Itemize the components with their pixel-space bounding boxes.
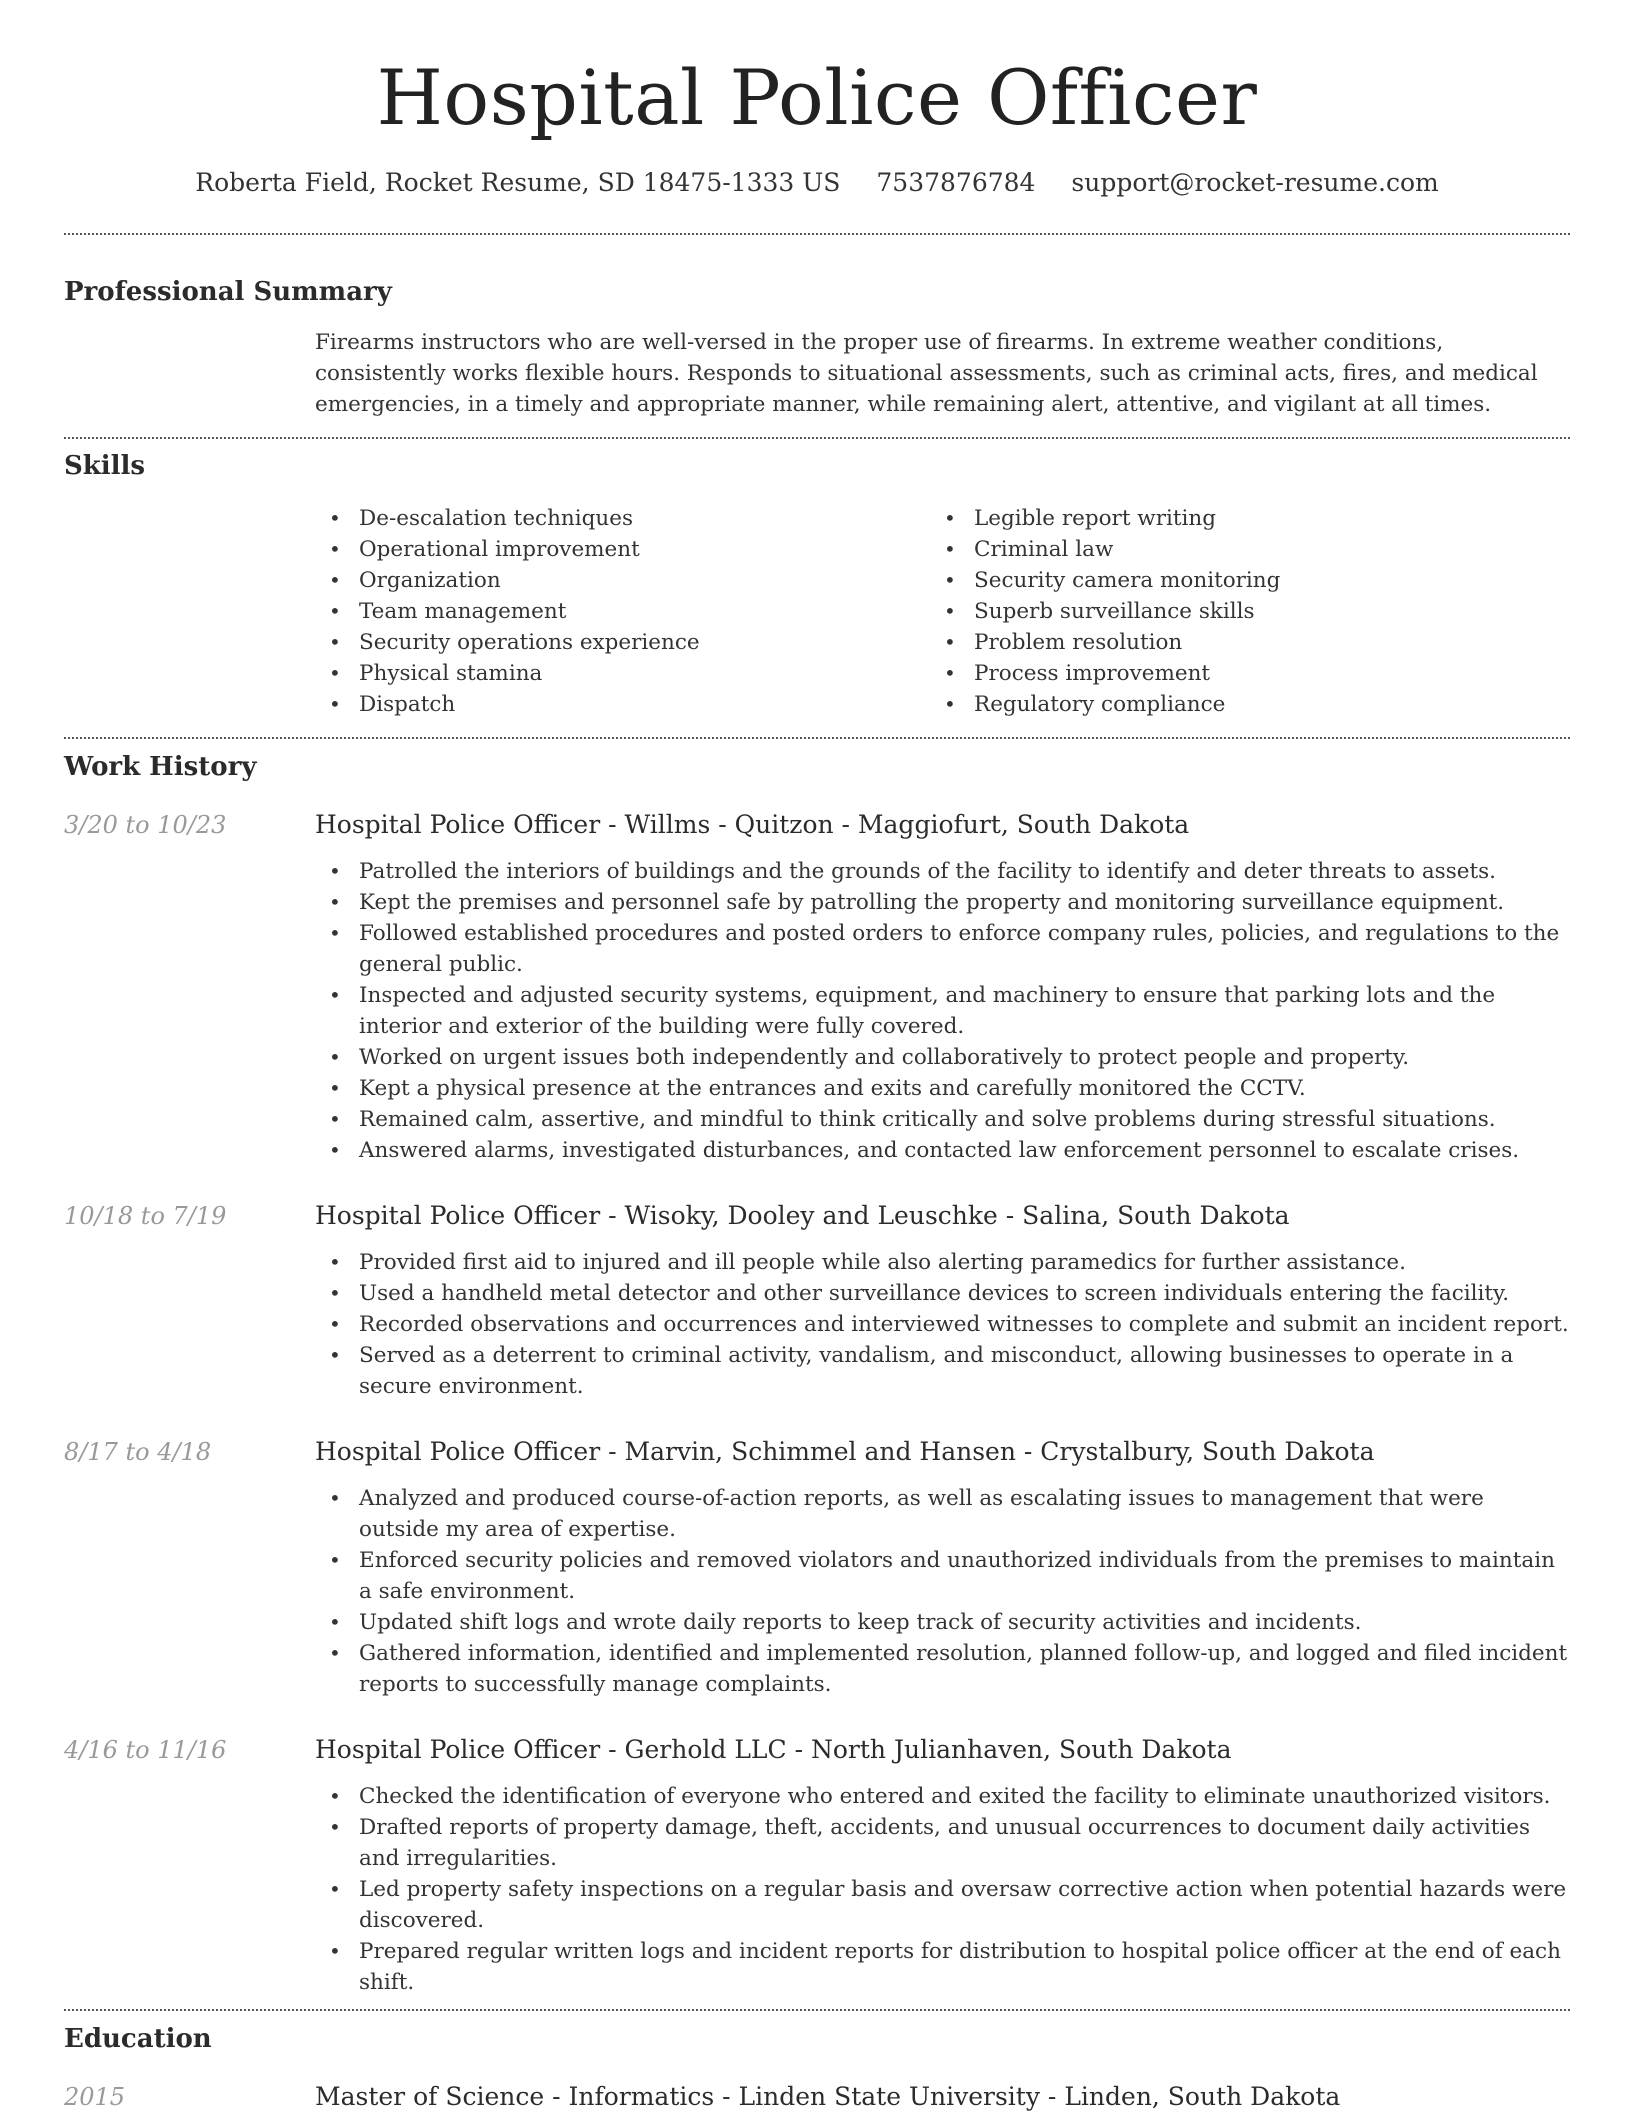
job-bullet: • Patrolled the interiors of buildings and the grounds of the facility to identify and deter threats to assets. xyxy=(315,856,1570,887)
skill-item: • Operational improvement xyxy=(315,534,930,565)
job-entry xyxy=(64,1199,1570,1402)
job-bullet: • Checked the identification of everyone who entered and exited the facility to eliminate unauthorized visitors. xyxy=(315,1781,1570,1812)
job-date: 8/17 to 4/18 xyxy=(64,1438,212,1466)
job-bullet: • Analyzed and produced course-of-action reports, as well as escalating issues to management that were outside my area of expertise. xyxy=(315,1483,1570,1545)
job-bullet: • Enforced security policies and removed violators and unauthorized individuals from the premises to maintain a safe environment. xyxy=(315,1545,1570,1607)
skill-item: • Security operations experience xyxy=(315,627,930,658)
job-bullet: • Led property safety inspections on a regular basis and oversaw corrective action when potential hazards were discovered. xyxy=(315,1874,1570,1936)
job-date: 3/20 to 10/23 xyxy=(64,811,227,839)
skills-list-right xyxy=(930,503,1545,720)
job-bullet: • Remained calm, assertive, and mindful to think critically and solve problems during stressful situations. xyxy=(315,1104,1570,1135)
education-entry xyxy=(64,2080,1570,2112)
skill-item: • Regulatory compliance xyxy=(930,689,1545,720)
skill-item: • Dispatch xyxy=(315,689,930,720)
resume-page xyxy=(64,0,1570,2112)
skill-item: • Team management xyxy=(315,596,930,627)
skill-item: • Physical stamina xyxy=(315,658,930,689)
skill-item: • Legible report writing xyxy=(930,503,1545,534)
job-date: 10/18 to 7/19 xyxy=(64,1202,227,1230)
skill-item: • Organization xyxy=(315,565,930,596)
skill-item: • Security camera monitoring xyxy=(930,565,1545,596)
job-bullets xyxy=(315,1483,1570,1700)
job-date: 4/16 to 11/16 xyxy=(64,1736,227,1764)
job-bullet: • Drafted reports of property damage, theft, accidents, and unusual occurrences to document daily activities and irregularities. xyxy=(315,1812,1570,1874)
job-bullet: • Recorded observations and occurrences and interviewed witnesses to complete and submit an incident report. xyxy=(315,1309,1570,1340)
summary-text: Firearms instructors who are well-versed in the proper use of firearms. In extreme weather conditions, consistently works flexible hours. Responds to situational assessments, such as criminal acts, fires, and medical emergencies, in a timely and appropriate manner, while remaining alert, attentive, and vigilant at all times. xyxy=(315,330,1538,417)
job-bullets xyxy=(315,1247,1570,1402)
job-bullets xyxy=(315,1781,1570,1998)
skill-item: • Superb surveillance skills xyxy=(930,596,1545,627)
contact-address: Roberta Field, Rocket Resume, SD 18475-1333 US xyxy=(195,168,841,197)
contact-phone: 7537876784 xyxy=(876,168,1036,197)
candidate-name: Hospital Police Officer xyxy=(376,53,1258,142)
skill-item: • Process improvement xyxy=(930,658,1545,689)
skill-item: • De-escalation techniques xyxy=(315,503,930,534)
job-entry xyxy=(64,1435,1570,1700)
job-entry xyxy=(64,1733,1570,1998)
section-title-summary: Professional Summary xyxy=(64,277,392,307)
resume-header xyxy=(64,0,1570,200)
job-bullet: • Answered alarms, investigated disturbances, and contacted law enforcement personnel to escalate crises. xyxy=(315,1135,1570,1166)
job-bullet: • Inspected and adjusted security systems, equipment, and machinery to ensure that parking lots and the interior and exterior of the building were fully covered. xyxy=(315,980,1570,1042)
section-title-skills: Skills xyxy=(64,451,146,481)
education-date: 2015 xyxy=(64,2083,126,2111)
contact-email: support@rocket-resume.com xyxy=(1071,168,1439,197)
job-bullet: • Served as a deterrent to criminal activity, vandalism, and misconduct, allowing businesses to operate in a secure environment. xyxy=(315,1340,1570,1402)
skills-section xyxy=(64,439,1570,720)
job-bullet: • Worked on urgent issues both independently and collaboratively to protect people and property. xyxy=(315,1042,1570,1073)
section-title-work-history: Work History xyxy=(64,752,257,782)
work-history-section xyxy=(64,739,1570,1998)
job-title: Hospital Police Officer - Gerhold LLC - North Julianhaven, South Dakota xyxy=(315,1735,1232,1764)
education-section xyxy=(64,2011,1570,2112)
skill-item: • Criminal law xyxy=(930,534,1545,565)
skills-list-left xyxy=(315,503,930,720)
job-bullet: • Gathered information, identified and implemented resolution, planned follow-up, and logged and filed incident reports to successfully manage complaints. xyxy=(315,1638,1570,1700)
job-bullet: • Kept a physical presence at the entrances and exits and carefully monitored the CCTV. xyxy=(315,1073,1570,1104)
job-bullets xyxy=(315,856,1570,1166)
job-title: Hospital Police Officer - Marvin, Schimmel and Hansen - Crystalbury, South Dakota xyxy=(315,1437,1375,1466)
job-bullet: • Used a handheld metal detector and other surveillance devices to screen individuals entering the facility. xyxy=(315,1278,1570,1309)
skill-item: • Problem resolution xyxy=(930,627,1545,658)
job-title: Hospital Police Officer - Willms - Quitzon - Maggiofurt, South Dakota xyxy=(315,810,1190,839)
job-bullet: • Prepared regular written logs and incident reports for distribution to hospital police officer at the end of each shift. xyxy=(315,1936,1570,1998)
job-bullet: • Provided first aid to injured and ill people while also alerting paramedics for further assistance. xyxy=(315,1247,1570,1278)
section-title-education: Education xyxy=(64,2024,212,2054)
job-bullet: • Updated shift logs and wrote daily reports to keep track of security activities and incidents. xyxy=(315,1607,1570,1638)
summary-section xyxy=(64,235,1570,420)
job-bullet: • Followed established procedures and posted orders to enforce company rules, policies, and regulations to the general public. xyxy=(315,918,1570,980)
job-bullet: • Kept the premises and personnel safe by patrolling the property and monitoring surveillance equipment. xyxy=(315,887,1570,918)
education-title: Master of Science - Informatics - Linden State University - Linden, South Dakota xyxy=(315,2082,1341,2111)
contact-line xyxy=(64,166,1570,200)
job-title: Hospital Police Officer - Wisoky, Dooley and Leuschke - Salina, South Dakota xyxy=(315,1201,1290,1230)
job-entry xyxy=(64,808,1570,1166)
